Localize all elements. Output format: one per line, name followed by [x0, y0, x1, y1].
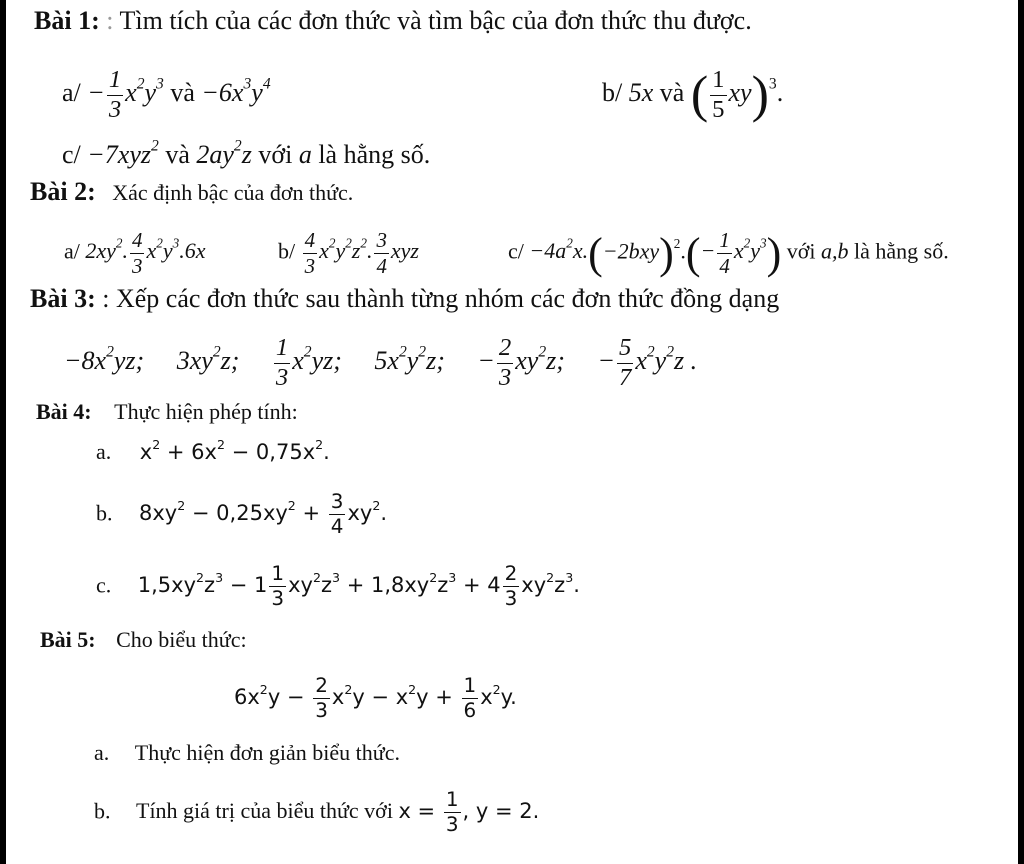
connector-text: và	[659, 78, 685, 108]
exercise-3-heading	[30, 284, 779, 314]
connector-text: với	[786, 238, 816, 264]
exercise-3-text: : Xếp các đơn thức sau thành từng nhóm các đơn thức đồng dạng	[102, 284, 780, 313]
exercise-3-monomials: $-8x^2yz$; $3xy^2z$; $\frac{1}{3}$ $x^2yz$; $5x^2y^2z$; − $\frac{2}{3}$ $xy^2z$; − $\frac{5}{7}$ $x^2y^2z$ .	[64, 334, 698, 391]
exercise-5-heading	[40, 624, 247, 655]
worksheet-page	[6, 0, 1018, 864]
item-label: a.	[94, 740, 110, 765]
connector-text: và	[170, 78, 195, 108]
exercise-4a: a. $x^2 + 6x^2 - 0,75x^2$.	[96, 436, 330, 464]
exercise-1c: c/ −7xyz$^2$ và $2ay^2z$ với a là hằng số.	[62, 137, 431, 169]
item-text: Thực hiện đơn giản biểu thức.	[134, 740, 400, 765]
exercise-2-text: Xác định bậc của đơn thức.	[112, 180, 354, 205]
item-label: c/	[508, 238, 524, 264]
exercise-4c: c. $1,5xy^2z^3 - 1$ $\frac{1}{3}$ $xy^2z^3 + 1,8xy^2z^3 + 4$ $\frac{2}{3}$ $xy^2z^3$.	[96, 561, 580, 610]
item-label: b/	[278, 238, 296, 264]
exercise-5b: b. Tính giá trị của biểu thức với x = $\frac{1}{3}$ , y = 2.	[94, 787, 540, 836]
exercise-2c: $c/ -4a^2x.(-2bxy)^2.(-$ $\frac{1}{4}$ $x^2y^3$) với a,b là hằng số.	[508, 228, 949, 278]
exercise-2-heading	[30, 177, 353, 208]
item-text: Tính giá trị của biểu thức với	[136, 798, 393, 824]
item-label: a/	[64, 238, 80, 264]
exercise-1-text: Tìm tích của các đơn thức và tìm bậc của đơn thức thu được.	[119, 6, 752, 35]
constant-note: là hằng số.	[318, 140, 431, 169]
exercise-2a: a/ $2xy^2$. $\frac{4}{3}$ $x^2y^3.6x$	[64, 228, 206, 278]
exercise-4-text: Thực hiện phép tính:	[114, 399, 298, 424]
exercise-5-expression: $6x^2y$ − $\frac{2}{3}$ $x^2y - x^2y$ + $\frac{1}{6}$ $x^2y$.	[234, 673, 517, 722]
item-label: a/	[62, 78, 81, 108]
exercise-1-heading: Bài 1: : Tìm tích của các đơn thức và tìm bậc của đơn thức thu được.	[34, 6, 752, 35]
exercise-4-heading	[36, 396, 298, 427]
exercise-2b: b/ $\frac{4}{3}$ $x^2y^2z^2$. $\frac{3}{4}$ xyz	[278, 228, 419, 278]
exercise-3-title: Bài 3:	[30, 284, 96, 313]
item-label: a.	[96, 439, 112, 464]
item-label: c/	[62, 140, 81, 169]
exercise-4b: b. $8xy^2 - 0,25xy^2$ + $\frac{3}{4}$ $xy^2$.	[96, 489, 388, 538]
constant-note: là hằng số.	[853, 238, 949, 264]
exercise-5a	[94, 738, 400, 768]
item-label: b.	[96, 500, 113, 526]
connector-text: và	[165, 140, 190, 169]
item-label: b/	[602, 78, 623, 108]
exercise-1a: a/ − $\frac{1}{3}$ $x^2y^3$ và $-6x^3y^4$	[62, 66, 271, 123]
item-label: b.	[94, 798, 111, 824]
exercise-1-title: Bài 1:	[34, 6, 100, 35]
exercise-2-title: Bài 2:	[30, 177, 96, 206]
connector-text: với	[258, 140, 293, 169]
exercise-4-title: Bài 4:	[36, 399, 92, 424]
item-label: c.	[96, 572, 112, 598]
exercise-5-title: Bài 5:	[40, 627, 96, 652]
exercise-1b: b/ 5x và ( $\frac{1}{5}$ xy)$^3$.	[602, 66, 784, 124]
exercise-5-text: Cho biểu thức:	[116, 627, 247, 652]
